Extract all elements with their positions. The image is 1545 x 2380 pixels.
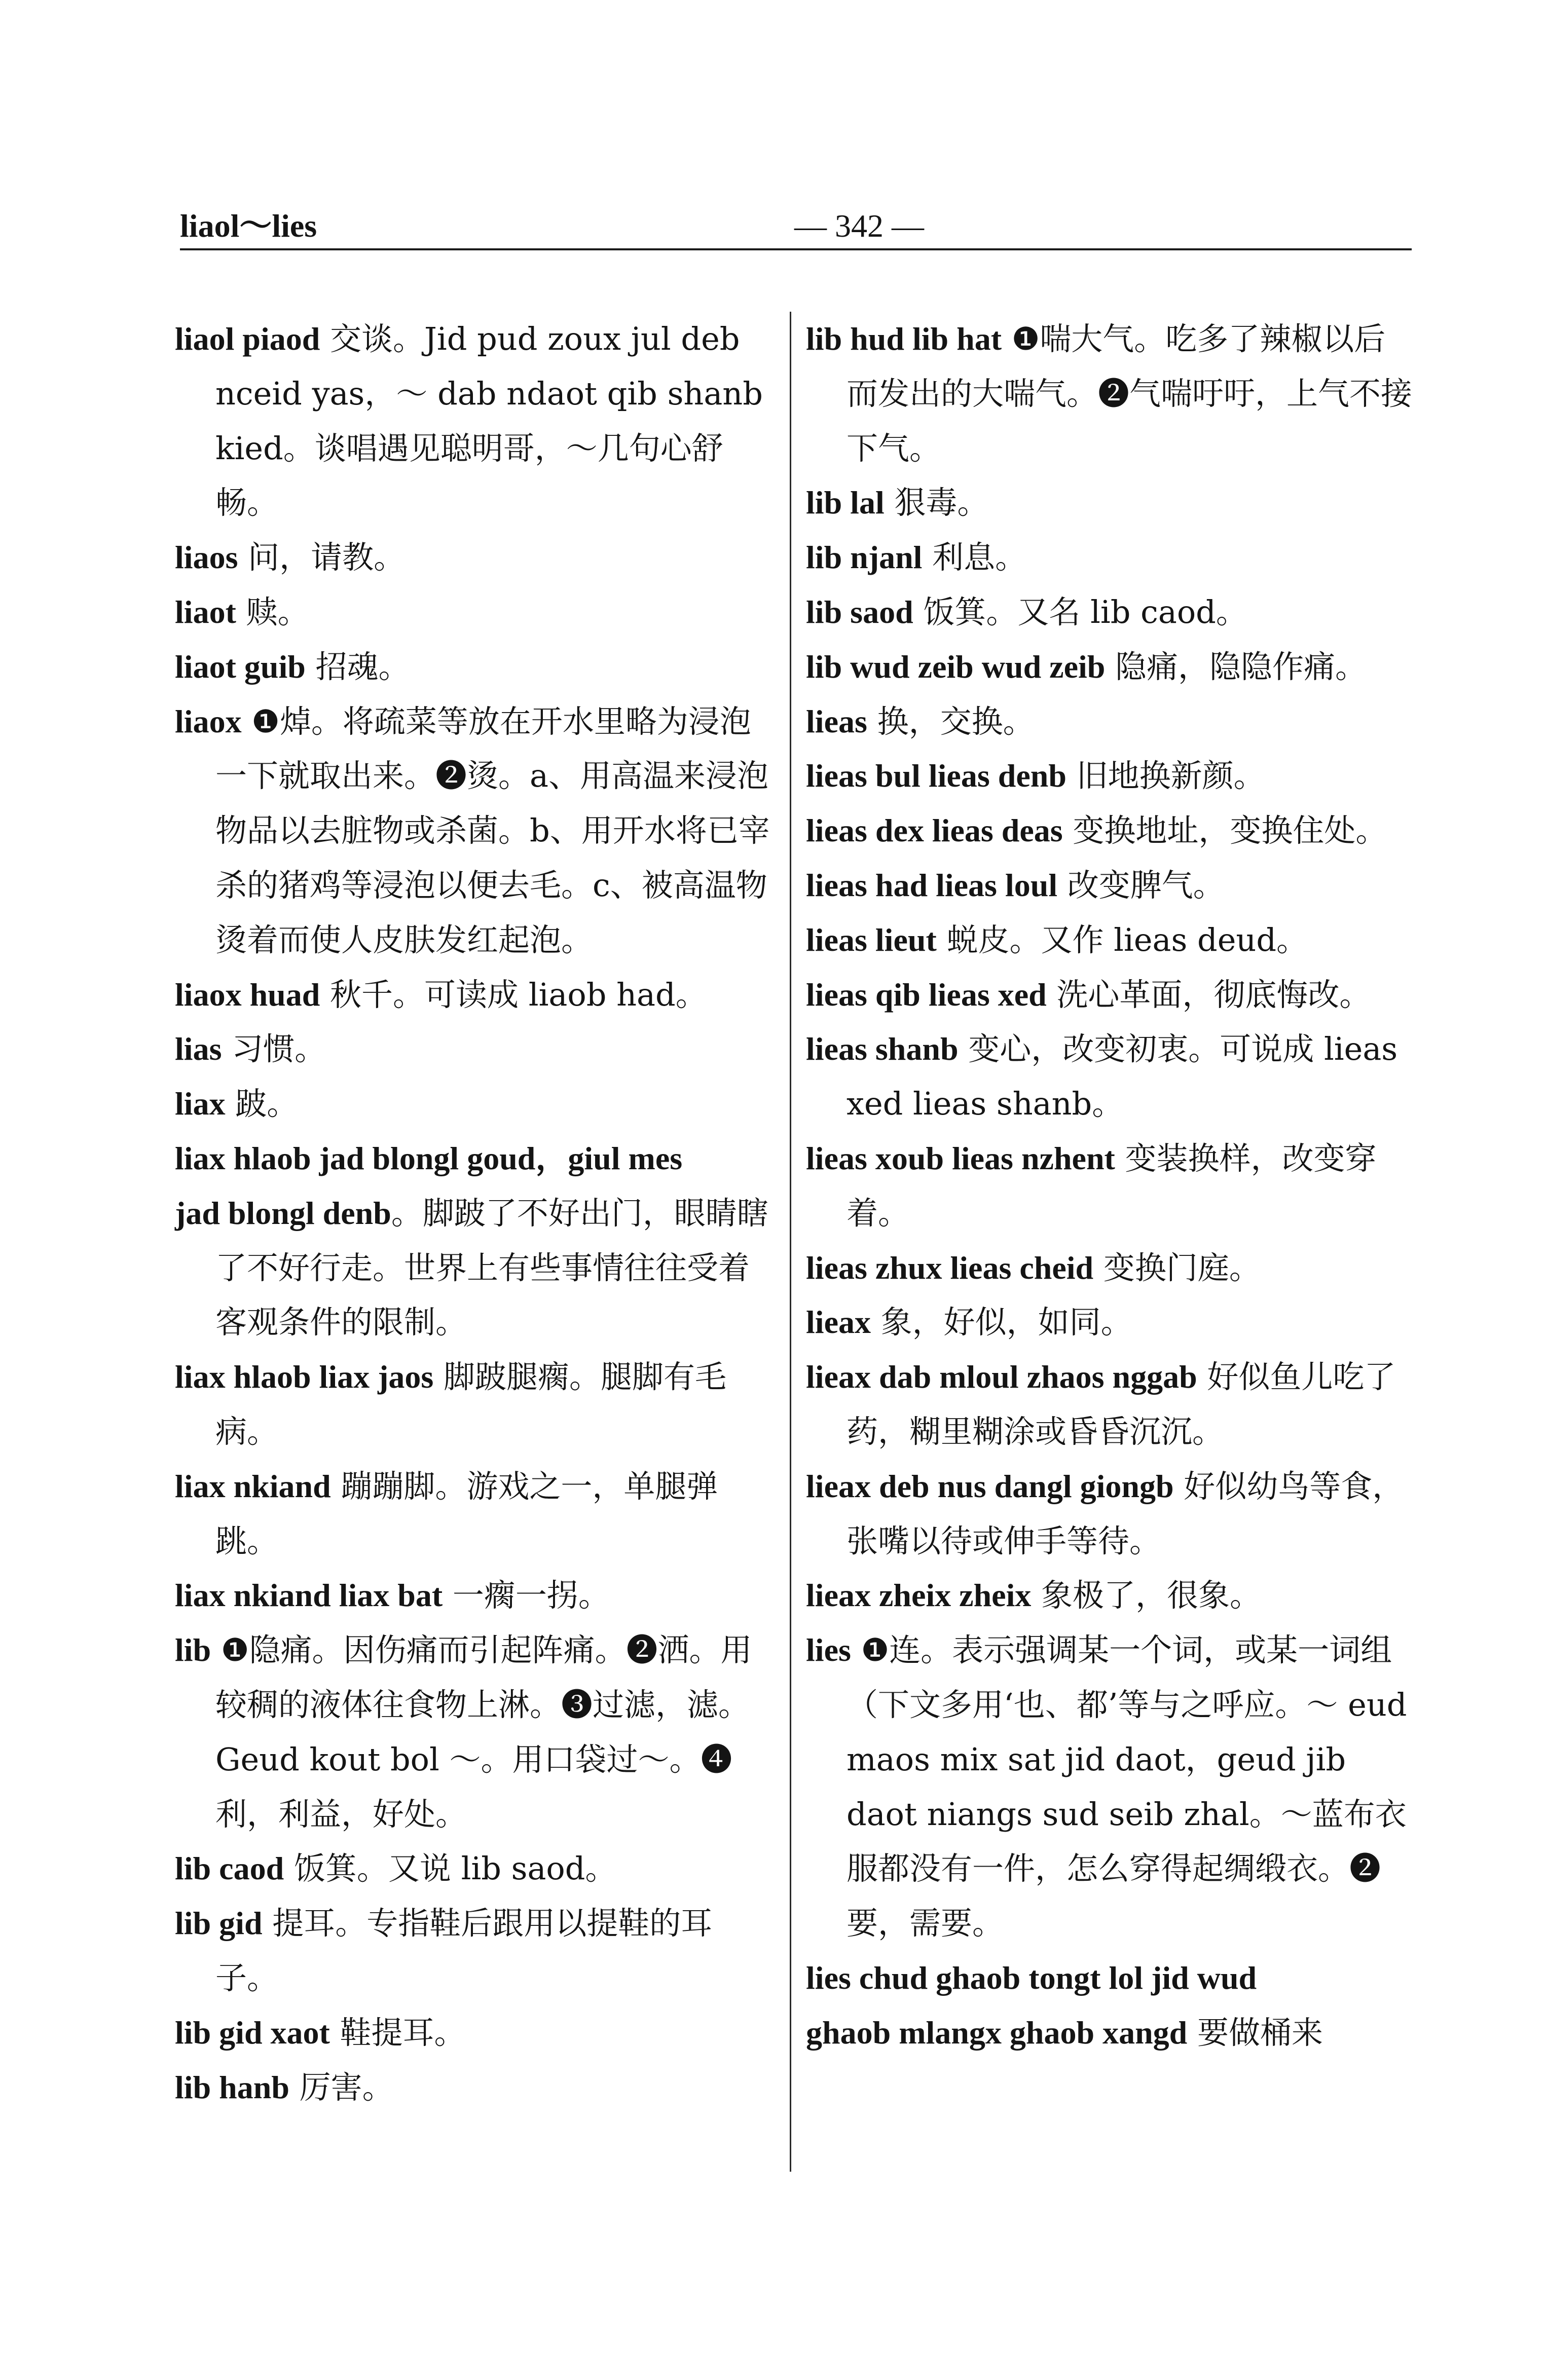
entry-headword: lias xyxy=(175,1031,222,1067)
entry-definition: ❶喘大气。吃多了辣椒以后而发出的大喘气。❷气喘吁吁，上气不接下气。 xyxy=(847,320,1413,467)
page-number: — 342 — xyxy=(794,208,924,244)
entry-definition: 象，好似，如同。 xyxy=(870,1304,1132,1341)
dictionary-entry xyxy=(175,312,773,530)
dictionary-entry xyxy=(175,1022,773,1076)
entry-definition: 交谈。Jid pud zoux jul deb nceid yas，～ dab ndaot qib shanb kied。谈唱遇见聪明哥，～几句心舒畅。 xyxy=(215,320,763,522)
entry-definition: 脚跛腿瘸。腿脚有毛病。 xyxy=(215,1358,727,1450)
dictionary-entry xyxy=(175,1459,773,1569)
entry-headword: lib hanb xyxy=(175,2069,289,2105)
entry-definition: 赎。 xyxy=(236,593,309,630)
entry-headword: lib lal xyxy=(806,485,885,521)
entry-definition: ❶焯。将疏菜等放在开水里略为浸泡一下就取出来。❷烫。a、用高温来浸泡物品以去脏物或杀菌。b、用开水将已宰杀的猪鸡等浸泡以便去毛。c、被高温物烫着而使人皮肤发红起泡。 xyxy=(215,702,770,958)
dictionary-entry xyxy=(806,1623,1414,1951)
dictionary-entry xyxy=(175,694,773,968)
entry-headword: liaol piaod xyxy=(175,321,320,357)
dictionary-entry xyxy=(175,530,773,585)
dictionary-entry xyxy=(806,1350,1414,1459)
dictionary-entry xyxy=(806,749,1414,803)
entry-headword: lieas shanb xyxy=(806,1031,959,1067)
dictionary-entry xyxy=(806,2005,1414,2060)
entry-headword: lib gid xyxy=(175,1905,263,1942)
entry-headword: lieas qib lieas xed xyxy=(806,976,1047,1013)
column-divider xyxy=(790,312,791,2172)
entry-headword: lieas xoub lieas nzhent xyxy=(806,1140,1115,1176)
entry-headword: lib gid xaot xyxy=(175,2014,330,2051)
entry-headword: liaot xyxy=(175,593,236,630)
dictionary-entry xyxy=(175,2060,773,2115)
entry-headword: lib caod xyxy=(175,1850,284,1887)
entry-headword: lib xyxy=(175,1632,211,1668)
entry-definition: 换，交换。 xyxy=(867,702,1035,740)
dictionary-entry xyxy=(806,803,1414,858)
entry-headword: lib wud zeib wud zeib xyxy=(806,648,1106,685)
entry-definition: 隐痛，隐隐作痛。 xyxy=(1105,648,1367,685)
entry-definition: 旧地换新颜。 xyxy=(1066,757,1265,795)
entry-headword: lieas zhux lieas cheid xyxy=(806,1249,1094,1286)
entry-headword: lies chud ghaob tongt lol jid wud xyxy=(806,1959,1257,1996)
entry-definition: 招魂。 xyxy=(305,648,410,685)
dictionary-entry xyxy=(806,1022,1414,1131)
entry-definition: 鞋提耳。 xyxy=(329,2014,466,2051)
entry-headword: liaos xyxy=(175,539,238,576)
dictionary-entry xyxy=(806,694,1414,749)
entry-headword: jad blongl denb xyxy=(175,1195,391,1231)
dictionary-entry xyxy=(175,2005,773,2060)
entry-definition: 好似鱼儿吃了药，糊里糊涂或昏昏沉沉。 xyxy=(847,1358,1396,1450)
entry-headword: lieax zheix zheix xyxy=(806,1577,1032,1614)
entry-headword: lieax deb nus dangl giongb xyxy=(806,1468,1174,1504)
dictionary-entry xyxy=(175,1841,773,1896)
entry-headword: liax hlaob liax jaos xyxy=(175,1359,434,1395)
entry-definition: 好似幼鸟等食，张嘴以待或伸手等待。 xyxy=(847,1467,1404,1559)
entry-definition: 习惯。 xyxy=(222,1030,326,1068)
entry-definition: 要做桶来 xyxy=(1187,2014,1323,2051)
dictionary-entry xyxy=(175,1131,773,1186)
dictionary-entry xyxy=(806,1568,1414,1623)
entry-definition: 蹦蹦脚。游戏之一，单腿弹跳。 xyxy=(215,1467,718,1559)
entry-headword: lib saod xyxy=(806,593,913,630)
entry-definition: 洗心革面，彻底悔改。 xyxy=(1046,976,1371,1013)
head-word-range: liaol～lies xyxy=(180,208,317,244)
entry-headword: lies xyxy=(806,1632,851,1668)
entry-headword: lieas dex lieas deas xyxy=(806,812,1063,849)
entry-definition: 蜕皮。又作 lieas deud。 xyxy=(936,921,1308,958)
dictionary-entry xyxy=(806,1241,1414,1295)
dictionary-entry xyxy=(806,475,1414,530)
dictionary-entry xyxy=(806,1951,1414,2005)
entry-definition: 狠毒。 xyxy=(884,484,989,522)
dictionary-entry xyxy=(175,1623,773,1841)
entry-definition: 提耳。专指鞋后跟用以提鞋的耳子。 xyxy=(215,1905,713,1996)
entry-headword: lieas had lieas loul xyxy=(806,867,1058,903)
dictionary-entry xyxy=(175,968,773,1022)
dictionary-entry xyxy=(806,312,1414,475)
entry-headword: liaot guib xyxy=(175,648,306,685)
entry-headword: lieas lieut xyxy=(806,921,937,958)
dictionary-entry xyxy=(806,968,1414,1022)
dictionary-entry xyxy=(175,585,773,640)
entry-headword: lib hud lib hat xyxy=(806,321,1002,357)
entry-definition: 厉害。 xyxy=(289,2068,394,2106)
entry-definition: 象极了，很象。 xyxy=(1031,1577,1262,1614)
entry-headword: lieax dab mloul zhaos nggab xyxy=(806,1359,1197,1395)
dictionary-entry xyxy=(806,1459,1414,1569)
entry-headword: lieas bul lieas denb xyxy=(806,758,1066,794)
right-column xyxy=(806,312,1414,2060)
dictionary-entry xyxy=(175,1896,773,2005)
entry-definition: 。脚跛了不好出门，眼睛瞎了不好行走。世界上有些事情往往受着客观条件的限制。 xyxy=(215,1194,768,1341)
entry-headword: liax nkiand xyxy=(175,1468,331,1504)
entry-definition: 利息。 xyxy=(922,539,1027,576)
left-column xyxy=(175,312,773,2114)
dictionary-entry xyxy=(806,1131,1414,1241)
entry-definition: 变心，改变初衷。可说成 lieas xed lieas shanb。 xyxy=(847,1030,1398,1123)
entry-definition: ❶连。表示强调某一个词，或某一词组（下文多用‘也、都’等与之呼应。～ eud maos mix sat jid daot，geud jib daot niangs sud seib zhal。～蓝布衣服都没有一件，怎么穿得起绸缎衣。❷要，需要。 xyxy=(847,1631,1407,1942)
entry-definition: 问，请教。 xyxy=(238,539,406,576)
entry-headword: liaox xyxy=(175,703,242,739)
entry-headword: lieax xyxy=(806,1304,871,1341)
dictionary-entry xyxy=(175,1568,773,1623)
entry-headword: liax nkiand liax bat xyxy=(175,1577,443,1614)
dictionary-entry xyxy=(806,913,1414,968)
entry-definition: 变换门庭。 xyxy=(1093,1249,1261,1286)
entry-headword: liax xyxy=(175,1086,226,1122)
entry-headword: ghaob mlangx ghaob xangd xyxy=(806,2014,1188,2051)
entry-definition: 一瘸一拐。 xyxy=(443,1577,610,1614)
dictionary-entry xyxy=(175,1076,773,1131)
dictionary-entry xyxy=(806,530,1414,585)
entry-definition: 饭箕。又名 lib caod。 xyxy=(913,593,1247,630)
entry-headword: lib njanl xyxy=(806,539,923,576)
entry-definition: 改变脾气。 xyxy=(1057,866,1225,904)
entry-definition: 饭箕。又说 lib saod。 xyxy=(284,1850,617,1887)
entry-definition: 变装换样，改变穿着。 xyxy=(847,1139,1377,1232)
entry-definition: ❶隐痛。因伤痛而引起阵痛。❷洒。用较稠的液体往食物上淋。❸过滤，滤。Geud kout bol ～。用口袋过～。❹利，利益，好处。 xyxy=(211,1631,752,1833)
dictionary-entry xyxy=(806,585,1414,640)
dictionary-entry xyxy=(806,1295,1414,1350)
entry-definition: 变换地址，变换住处。 xyxy=(1062,812,1387,849)
dictionary-entry xyxy=(806,858,1414,913)
entry-definition: 跛。 xyxy=(225,1085,299,1123)
entry-headword: liax hlaob jad blongl goud，giul mes xyxy=(175,1140,683,1176)
entry-definition: 秋千。可读成 liaob had。 xyxy=(320,976,707,1013)
running-head xyxy=(180,203,1412,250)
entry-headword: liaox huad xyxy=(175,976,320,1013)
dictionary-entry xyxy=(806,640,1414,694)
dictionary-entry xyxy=(175,640,773,694)
dictionary-entry xyxy=(175,1186,773,1350)
dictionary-entry xyxy=(175,1350,773,1459)
entry-headword: lieas xyxy=(806,703,867,739)
